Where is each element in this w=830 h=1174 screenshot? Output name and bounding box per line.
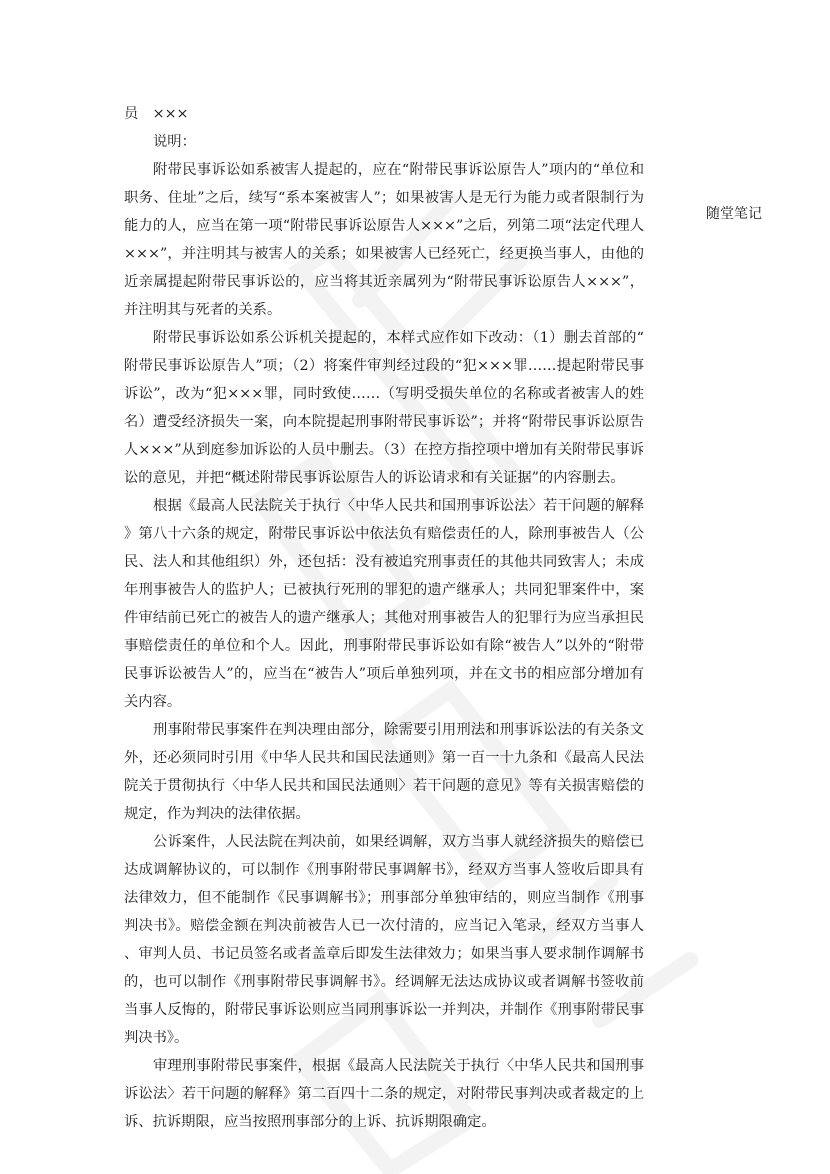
- document-line-top: 员 ×××: [124, 106, 189, 122]
- paragraph-4: 刑事附带民事案件在判决理由部分，除需要引用刑法和刑事诉讼法的有关条文外，还必须同时引用《中华人民共和国民法通则》第一百一十九条和《最高人民法院关于贯彻执行〈中华人民共和国民法通则〉若干问题的意见》等有关损害赔偿的规定，作为判决的法律依据。: [124, 722, 644, 822]
- paragraph-6: 审理刑事附带民事案件，根据《最高人民法院关于执行〈中华人民共和国刑事诉讼法〉若干问题的解释》第二百四十二条的规定，对附带民事判决或者裁定的上诉、抗诉期限，应当按照刑事部分的上诉、抗诉期限确定。: [124, 1058, 644, 1130]
- margin-note: 随堂笔记: [706, 206, 762, 222]
- paragraph-2: 附带民事诉讼如系公诉机关提起的，本样式应作如下改动：（1）删去首部的“附带民事诉讼原告人”项；（2）将案件审判经过段的“犯×××罪……提起附带民事诉讼”，改为“犯×××罪，同时致使……（写明受损失单位的名称或者被害人的姓名）遭受经济损失一案，向本院提起刑事附带民事诉讼”；并将“附带民事诉讼原告人×××”从到庭参加诉讼的人员中删去。（3）在控方指控项中增加有关附带民事诉讼的意见，并把“概述附带民事诉讼原告人的诉讼请求和有关证据”的内容删去。: [124, 330, 644, 486]
- paragraph-3: 根据《最高人民法院关于执行〈中华人民共和国刑事诉讼法〉若干问题的解释》第八十六条的规定，附带民事诉讼中依法负有赔偿责任的人，除刑事被告人（公民、法人和其他组织）外，还包括：没有被追究刑事责任的其他共同致害人；未成年刑事被告人的监护人；已被执行死刑的罪犯的遗产继承人；共同犯罪案件中，案件审结前已死亡的被告人的遗产继承人；其他对刑事被告人的犯罪行为应当承担民事赔偿责任的单位和个人。因此，刑事附带民事诉讼如有除“被告人”以外的“附带民事诉讼被告人”的，应当在“被告人”项后单独列项，并在文书的相应部分增加有关内容。: [124, 498, 644, 710]
- paragraph-5: 公诉案件，人民法院在判决前，如果经调解，双方当事人就经济损失的赔偿已达成调解协议的，可以制作《刑事附带民事调解书》，经双方当事人签收后即具有法律效力，但不能制作《民事调解书》；刑事部分单独审结的，则应当制作《刑事判决书》。赔偿金额在判决前被告人已一次付清的，应当记入笔录，经双方当事人、审判人员、书记员签名或者盖章后即发生法律效力；如果当事人要求制作调解书的，也可以制作《刑事附带民事调解书》。经调解无法达成协议或者调解书签收前当事人反悔的，附带民事诉讼则应当同刑事诉讼一并判决，并制作《刑事附带民事判决书》。: [124, 834, 644, 1046]
- document-body: [124, 100, 644, 1136]
- paragraph-1: 附带民事诉讼如系被害人提起的，应在“附带民事诉讼原告人”项内的“单位和职务、住址”之后，续写“系本案被害人”；如果被害人是无行为能力或者限制行为能力的人，应当在第一项“附带民事诉讼原告人×××”之后，列第二项“法定代理人×××”，并注明其与被害人的关系；如果被害人已经死亡，经更换当事人，由他的近亲属提起附带民事诉讼的，应当将其近亲属列为“附带民事诉讼原告人×××”，并注明其与死者的关系。: [124, 162, 644, 318]
- note-label: 说明：: [153, 134, 196, 150]
